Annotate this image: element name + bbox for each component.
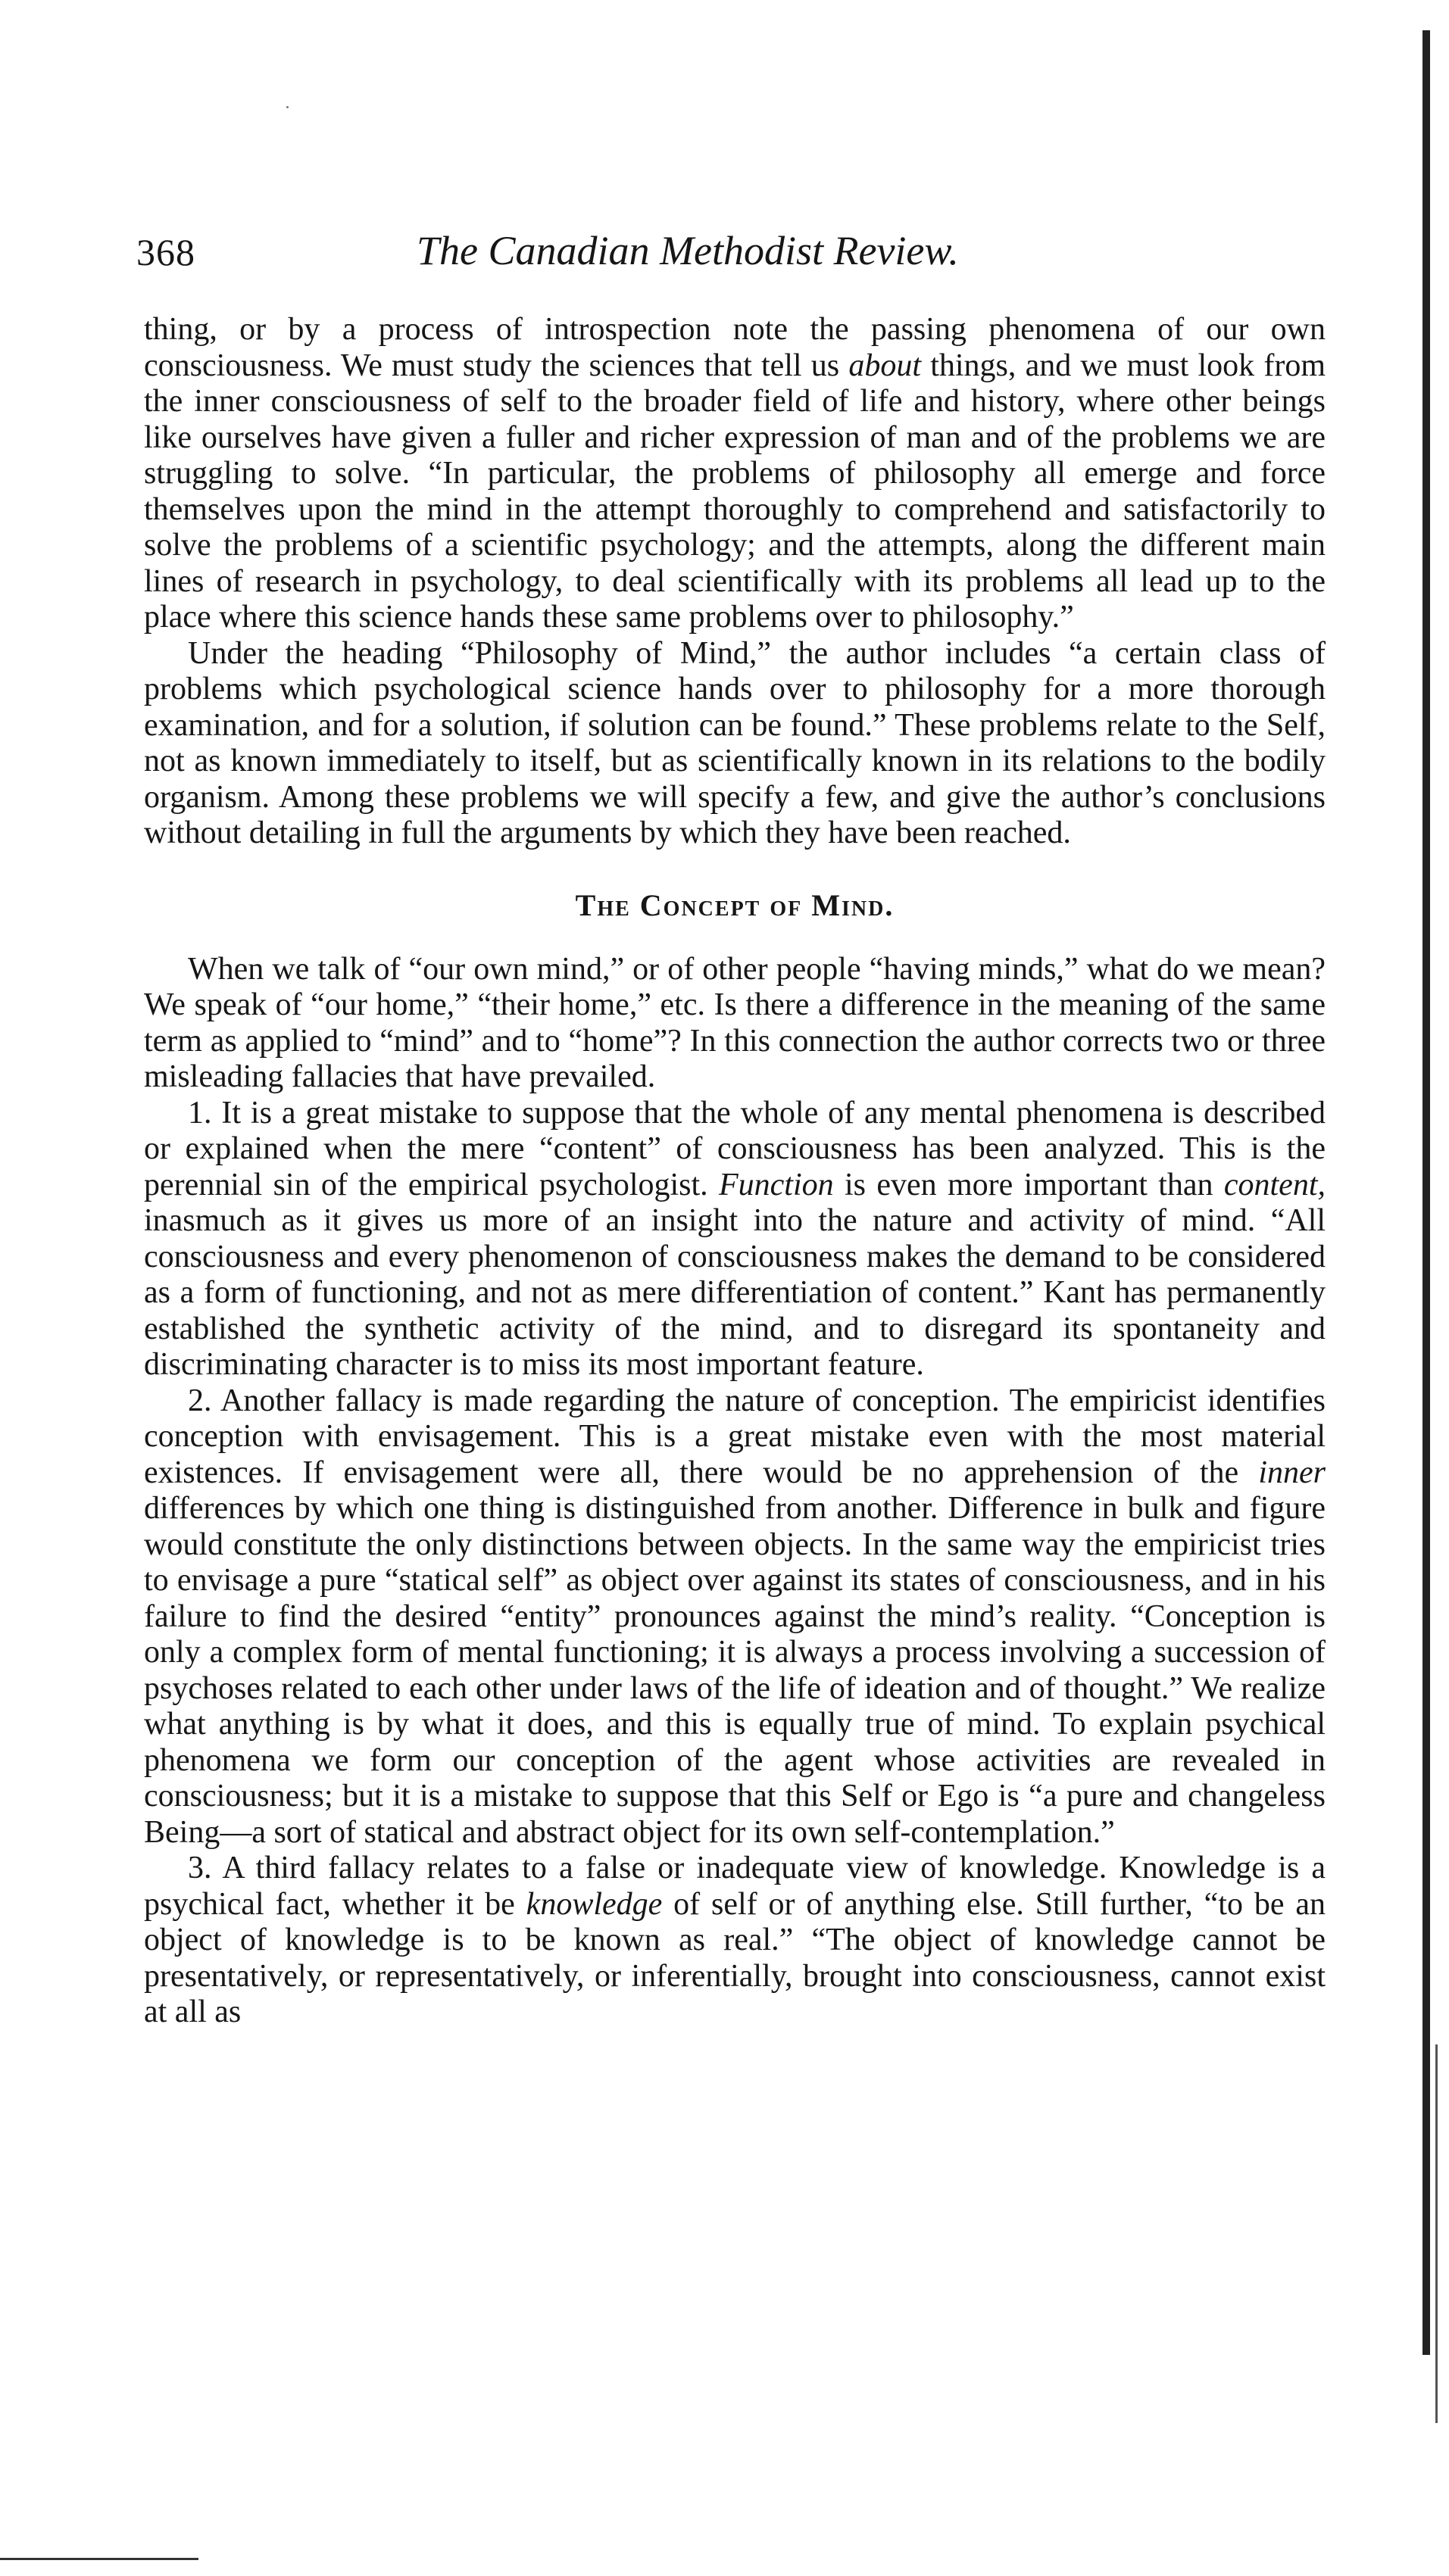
page-number: 368 — [136, 231, 195, 273]
footer-rule — [0, 2558, 198, 2560]
running-title: The Canadian Methodist Review. — [417, 228, 959, 273]
page-header — [136, 227, 1318, 295]
paragraph-continuation: thing, or by a process of introspection note the passing phenomena of our own consciousness. We must study the sciences that tell us about things, and we must look from the inner consciousness of self to the broader field of life and history, where other beings like ourselves have given a fuller and richer expression of man and of the problems we are struggling to solve. “In particular, the problems of philosophy all emerge and force themselves upon the mind in the attempt thoroughly to comprehend and satisfactorily to solve the problems of a scientific psychology; and the attempts, along the different main lines of research in psychology, to deal scientifically with its problems all lead up to the place where this science hands these same problems over to philosophy.” — [144, 312, 1326, 635]
scan-speck — [286, 106, 289, 108]
paragraph-fallacy-two: 2. Another fallacy is made regarding the nature of conception. The empiricist identifies conception with envisagement. This is a great mistake even with the most material existences. If envisagement were all, there would be no apprehension of the inner differences by which one thing is distinguished from another. Difference in bulk and figure would constitute the only distinctions between objects. In the same way the empiricist tries to envisage a pure “statical self” as object over against its states of consciousness, and in his failure to find the desired “entity” pronounces against the mind’s reality. “Conception is only a complex form of mental functioning; it is always a process involving a succession of psychoses related to each other under laws of the life of ideation and of thought.” We realize what anything is by what it does, and this is equally true of mind. To explain psychical phenomena we form our conception of the agent whose activities are revealed in consciousness; but it is a mistake to suppose that this Self or Ego is “a pure and changeless Being—a sort of statical and abstract object for its own self-contemplation.” — [144, 1383, 1326, 1850]
page-edge-shadow — [1422, 30, 1430, 2355]
paragraph-concept-intro: When we talk of “our own mind,” or of other people “having minds,” what do we mean? We speak of “our home,” “their home,” etc. Is there a difference in the meaning of the same term as applied to “mind” and to “home”? In this connection the author corrects two or three misleading fallacies that have prevailed. — [144, 951, 1326, 1094]
paragraph-philosophy-of-mind: Under the heading “Philosophy of Mind,” the author includes “a certain class of problems which psychological science hands over to philosophy for a more thorough examination, and for a solution, if solution can be found.” These problems relate to the Self, not as known immediately to itself, but as scientifically known in its relations to the bodily organism. Among these problems we will specify a few, and give the author’s conclusions without detailing in full the arguments by which they have been reached. — [144, 635, 1326, 850]
page-edge-line — [1435, 2044, 1438, 2423]
paragraph-fallacy-three: 3. A third fallacy relates to a false or inadequate view of knowledge. Knowledge is a psychical fact, whether it be knowledge of self or of anything else. Still further, “to be an object of knowledge is to be known as real.” “The object of knowledge cannot be presentatively, or representatively, or inferentially, brought into consciousness, cannot exist at all as — [144, 1851, 1326, 2029]
body-text — [144, 312, 1326, 2031]
paragraph-fallacy-one: 1. It is a great mistake to suppose that the whole of any mental phenomena is described or explained when the mere “content” of consciousness has been analyzed. This is the perennial sin of the empirical psychologist. Function is even more important than content, inasmuch as it gives us more of an insight into the nature and activity of mind. “All consciousness and every phenomenon of consciousness makes the demand to be considered as a form of functioning, and not as mere differentiation of content.” Kant has permanently established the synthetic activity of the mind, and to disregard its spontaneity and discriminating character is to miss its most important feature. — [144, 1095, 1326, 1382]
section-heading: The Concept of Mind. — [575, 887, 895, 922]
